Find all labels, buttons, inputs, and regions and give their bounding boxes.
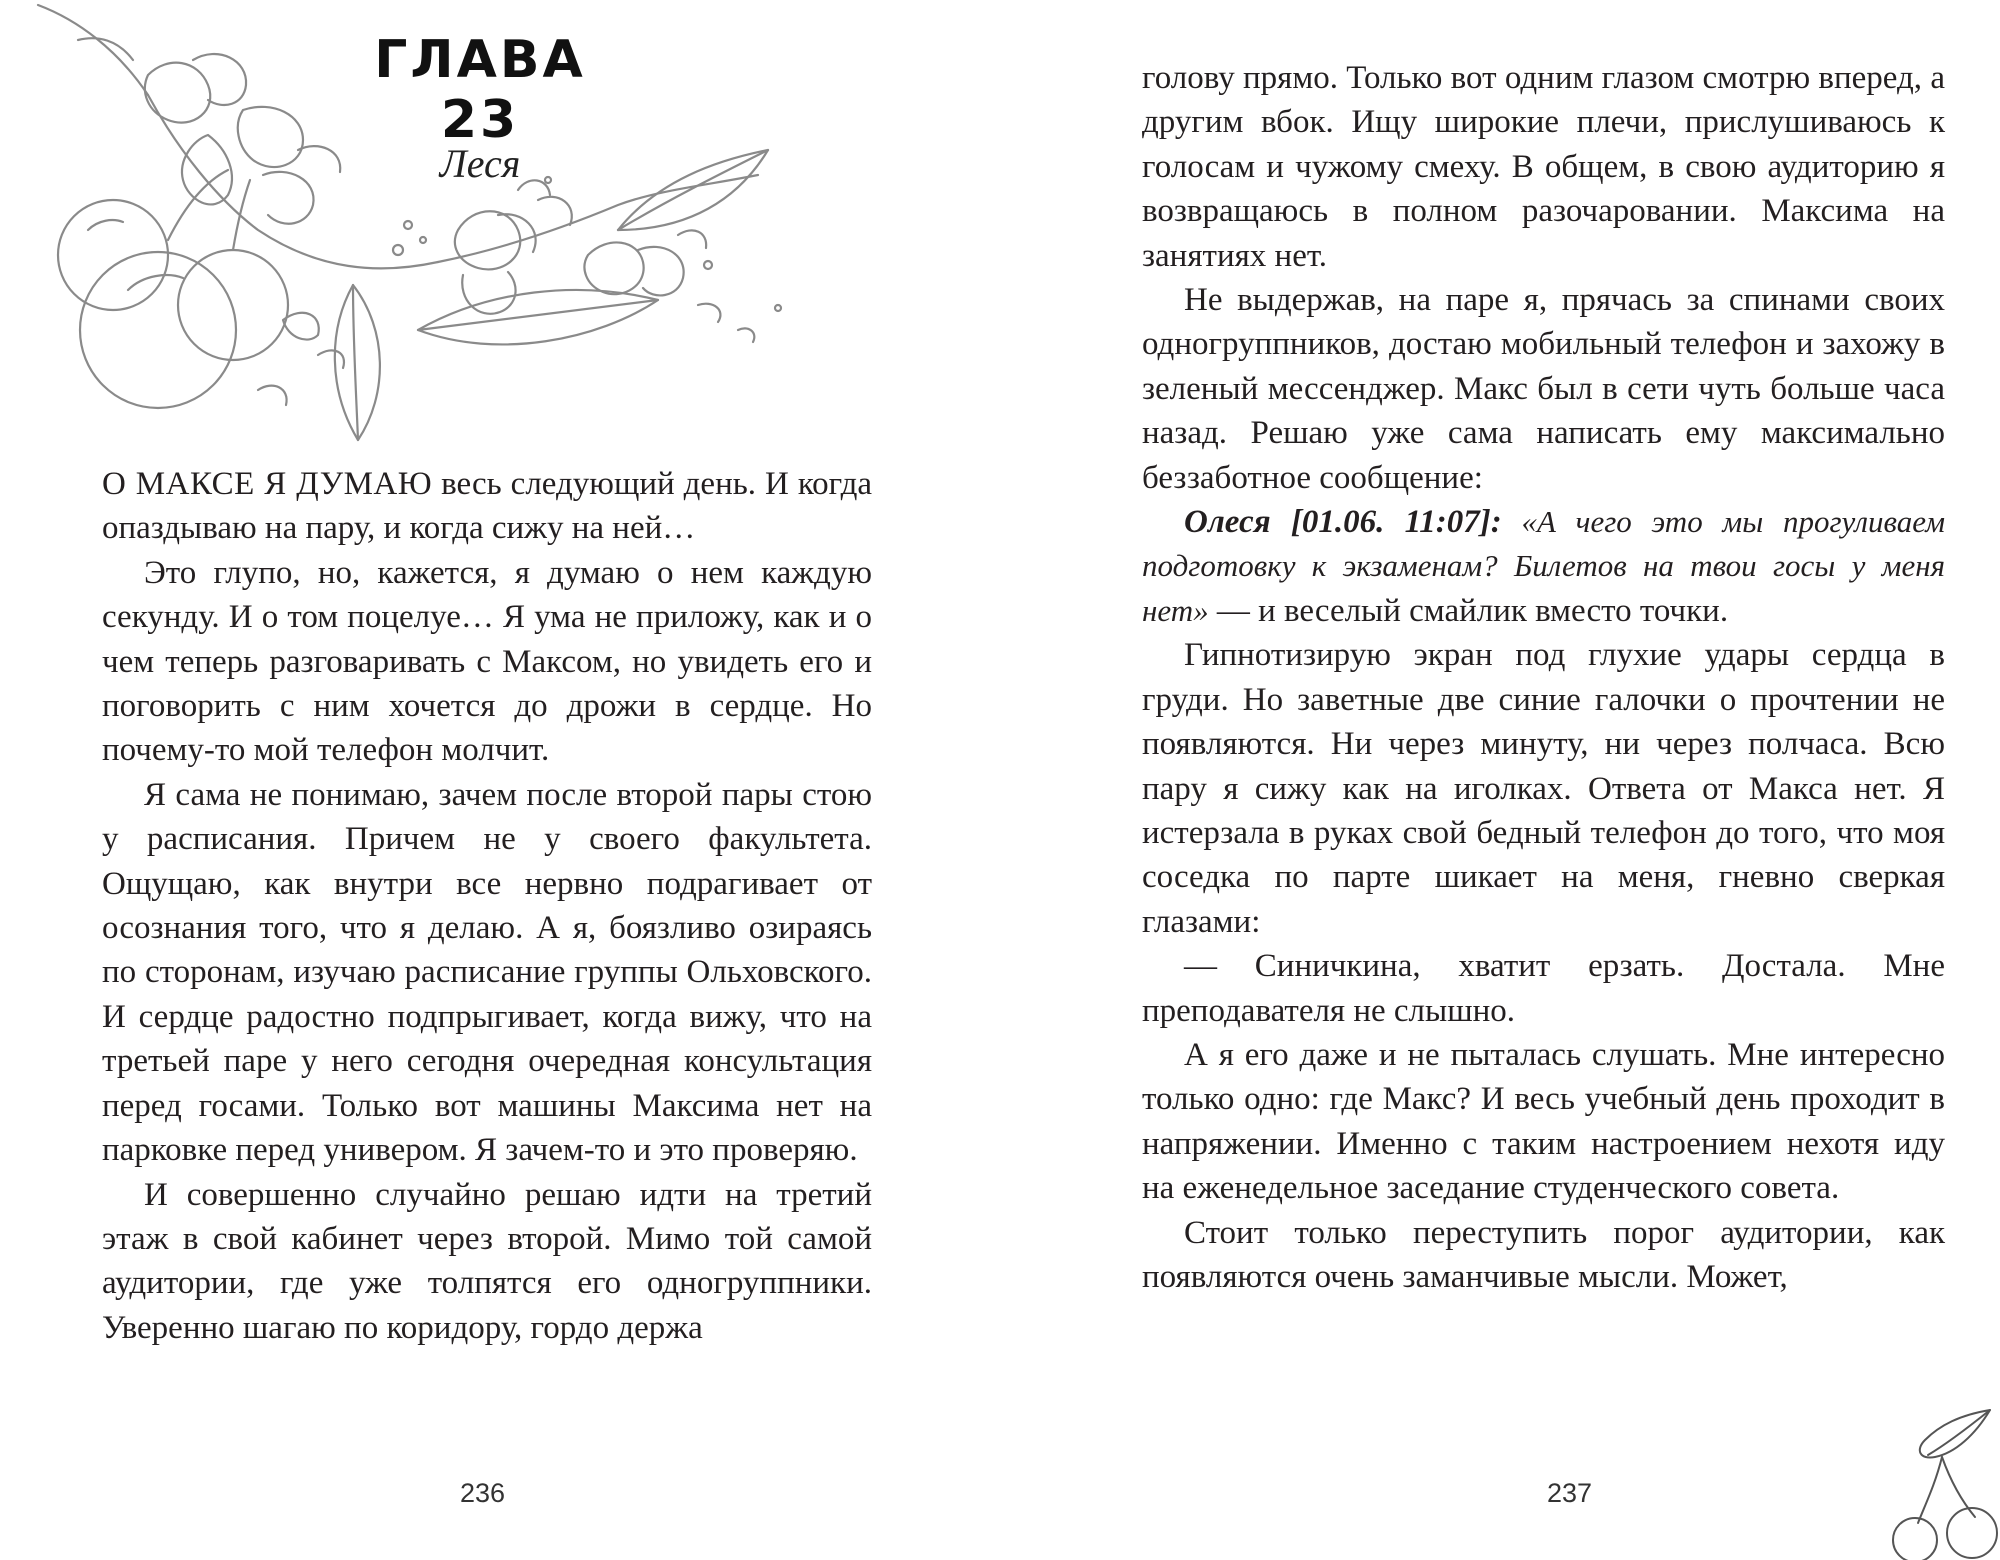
- page-number: 237: [1547, 1478, 1593, 1508]
- paragraph-text: весь следующий день. И когда опаздываю на пару, и когда сижу на ней…: [102, 466, 873, 547]
- paragraph: — Синичкина, хватит ерзать. Достала. Мне преподавателя не слышно.: [1142, 948, 1945, 1029]
- paragraph: Не выдержав, на паре я, прячась за спинами своих одногруппников, достаю мобильный телефон и захожу в зеленый мессенджер. Макс был в сети чуть больше часа назад. Решаю уже сама написать ему максимально беззаботное сообщение:: [1142, 282, 1945, 496]
- paragraph: Гипнотизирую экран под глухие удары сердца в груди. Но заветные две синие галочки о прочтении не появляются. Ни через минуту, ни через полчаса. Всю пару я сижу как на иголках. Ответа от Макса нет. Я истерзала в руках свой бедный телефон до того, что моя соседка по парте шикает на меня, гневно сверкая глазами:: [1142, 637, 1945, 940]
- paragraph: [102, 462, 872, 551]
- paragraph: голову прямо. Только вот одним глазом смотрю вперед, а другим вбок. Ищу широкие плечи, прислушиваюсь к голосам и чужому смеху. В общем, в свою аудиторию я возвращаюсь в полном разочаровании. Максима на занятиях нет.: [1142, 60, 1945, 274]
- right-page-text: [1142, 56, 1945, 1299]
- message-after: — и веселый смайлик вместо точки.: [1208, 592, 1729, 629]
- message-paragraph: [1142, 500, 1945, 633]
- message-sender: Олеся [01.06. 11:07]:: [1184, 504, 1502, 541]
- chapter-title: ГЛАВА 23: [374, 30, 586, 150]
- paragraph: А я его даже и не пыталась слушать. Мне интересно только одно: где Макс? И весь учебный день проходит в напряжении. Именно с таким настроением нехотя иду на еженедельное заседание студенческого совета.: [1142, 1036, 1945, 1207]
- cherry-icon: [1880, 1405, 2000, 1560]
- paragraph: Я сама не понимаю, зачем после второй пары стою у расписания. Причем не у своего факультета. Ощущаю, как внутри все нервно подрагивает от осознания того, что я делаю. А я, боязливо озираясь по сторонам, изучаю расписание группы Ольховского. И сердце радостно подпрыгивает, когда вижу, что на третьей паре у него сегодня очередная консультация перед госами. Только вот машины Максима нет на парковке перед универом. Я зачем-то и это проверяю.: [102, 776, 872, 1169]
- paragraph: И совершенно случайно решаю идти на третий этаж в свой кабинет через второй. Мимо той самой аудитории, где уже толпятся его одногруппники. Уверенно шагаю по коридору, гордо держа: [102, 1176, 872, 1346]
- lead-caps: О МАКСЕ Я ДУМАЮ: [102, 466, 433, 502]
- message-text: «А чего это мы прогуливаем подготовку к экзаменам? Билетов на твои госы у меня нет»: [1142, 504, 1946, 628]
- right-page: [1000, 0, 2000, 1560]
- left-page-text: [102, 462, 872, 1350]
- chapter-pov: Леся: [439, 141, 521, 186]
- paragraph: Это глупо, но, кажется, я думаю о нем каждую секунду. И о том поцелуе… Я ума не приложу, как и о чем теперь разговаривать с Максом, но увидеть его и поговорить с ним хочется до дрожи в сердце. Но почему-то мой телефон молчит.: [102, 554, 872, 769]
- paragraph: Стоит только переступить порог аудитории, как появляются очень заманчивые мысли. Может,: [1142, 1214, 1945, 1295]
- page-number: 236: [460, 1478, 506, 1508]
